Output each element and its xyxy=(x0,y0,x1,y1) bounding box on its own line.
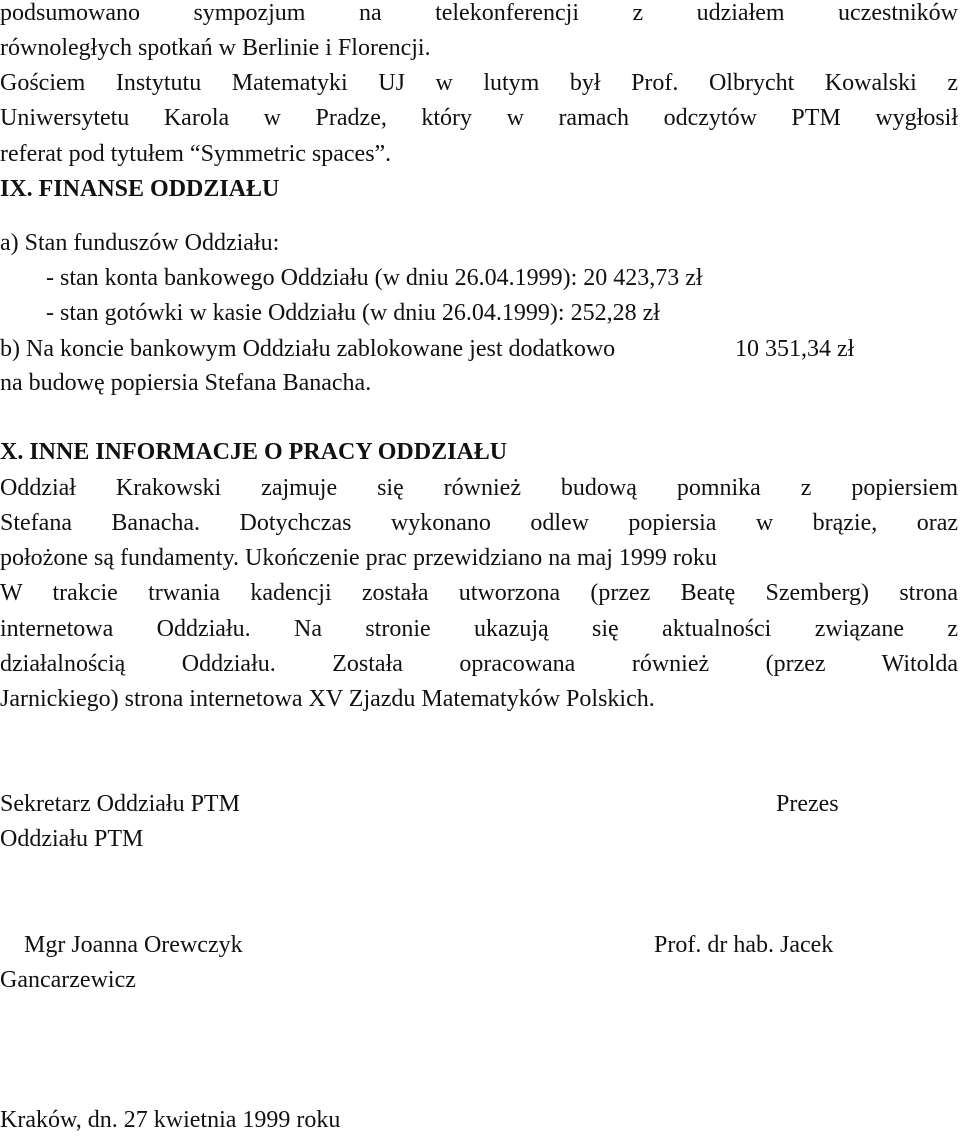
place-and-date: Kraków, dn. 27 kwietnia 1999 roku xyxy=(0,1107,341,1133)
finance-heading: IX. FINANSE ODDZIAŁU xyxy=(0,176,280,202)
intro-line-2: równoległych spotkań w Berlinie i Florencji. xyxy=(0,35,431,61)
secretary-name: Mgr Joanna Orewczyk xyxy=(24,932,243,958)
other-line-5: internetowa Oddziału. Na stronie ukazują się aktualności związane z xyxy=(0,616,958,642)
finance-a-label: a) Stan funduszów Oddziału: xyxy=(0,230,280,256)
other-heading: X. INNE INFORMACJE O PRACY ODDZIAŁU xyxy=(0,439,508,465)
secretary-name-cont: Gancarzewicz xyxy=(0,967,136,993)
finance-bank-balance: - stan konta bankowego Oddziału (w dniu 26.04.1999): 20 423,73 zł xyxy=(46,265,703,291)
finance-b-text: b) Na koncie bankowym Oddziału zablokowane jest dodatkowo xyxy=(0,336,616,362)
other-line-7: Jarnickiego) strona internetowa XV Zjazdu Matematyków Polskich. xyxy=(0,686,655,712)
secretary-title: Sekretarz Oddziału PTM xyxy=(0,791,240,817)
finance-b-purpose: na budowę popiersia Stefana Banacha. xyxy=(0,370,372,396)
intro-line-5: referat pod tytułem “Symmetric spaces”. xyxy=(0,141,392,167)
secretary-title-cont: Oddziału PTM xyxy=(0,826,144,852)
finance-b-amount: 10 351,34 zł xyxy=(735,336,855,362)
other-line-3: położone są fundamenty. Ukończenie prac przewidziano na maj 1999 roku xyxy=(0,545,717,571)
intro-line-4: Uniwersytetu Karola w Pradze, który w ramach odczytów PTM wygłosił xyxy=(0,105,958,131)
other-line-4: W trakcie trwania kadencji została utworzona (przez Beatę Szemberg) strona xyxy=(0,580,958,606)
other-line-6: działalnością Oddziału. Została opracowana również (przez Witolda xyxy=(0,651,958,677)
finance-cash-balance: - stan gotówki w kasie Oddziału (w dniu 26.04.1999): 252,28 zł xyxy=(46,300,660,326)
other-line-1: Oddział Krakowski zajmuje się również budową pomnika z popiersiem xyxy=(0,475,958,501)
president-title: Prezes xyxy=(776,791,839,817)
intro-line-3: Gościem Instytutu Matematyki UJ w lutym był Prof. Olbrycht Kowalski z xyxy=(0,70,958,96)
president-name: Prof. dr hab. Jacek xyxy=(654,932,834,958)
other-line-2: Stefana Banacha. Dotychczas wykonano odlew popiersia w brązie, oraz xyxy=(0,510,958,536)
intro-line-1: podsumowano sympozjum na telekonferencji z udziałem uczestników xyxy=(0,0,958,26)
